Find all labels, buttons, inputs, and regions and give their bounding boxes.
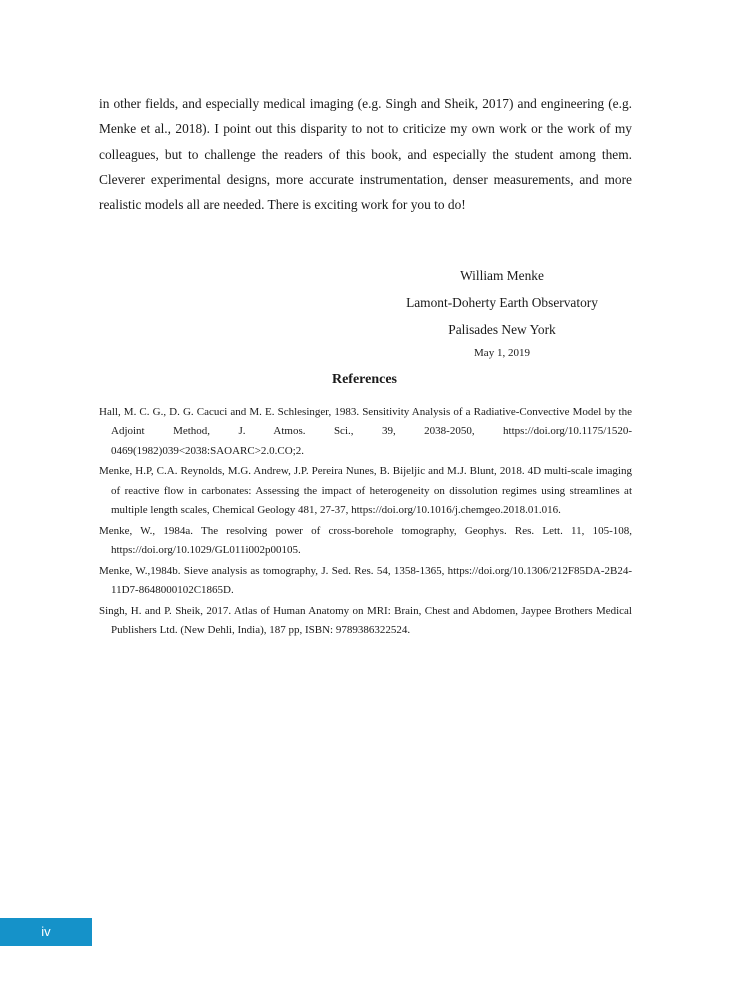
signature-date: May 1, 2019: [474, 347, 530, 359]
reference-item: Singh, H. and P. Sheik, 2017. Atlas of Human Anatomy on MRI: Brain, Chest and Abdomen, Jaypee Brothers Medical Publishers Ltd. (New Dehli, India), 187 pp, ISBN: 9789386322524.: [99, 604, 632, 637]
reference-item: Hall, M. C. G., D. G. Cacuci and M. E. Schlesinger, 1983. Sensitivity Analysis of a Radiative-Convective Model by the Adjoint Method, J. Atmos. Sci., 39, 2038-2050, https://doi.org/10.1175/1520-0469(1982)039<2038:SAOARC>2.0.CO;2.: [99, 406, 632, 457]
author-institution: Lamont-Doherty Earth Observatory: [406, 295, 598, 310]
author-name: William Menke: [460, 268, 544, 283]
reference-item: Menke, W., 1984a. The resolving power of cross-borehole tomography, Geophys. Res. Lett. 11, 105-108, https://doi.org/10.1029/GL011i002p00105.: [99, 524, 632, 557]
signature-block: [364, 262, 640, 362]
page-number-tab: [0, 918, 92, 946]
page-number: iv: [41, 924, 51, 939]
reference-item: Menke, W.,1984b. Sieve analysis as tomography, J. Sed. Res. 54, 1358-1365, https://doi.org/10.1306/212F85DA-2B24-11D7-8648000102C1865D.: [99, 564, 632, 597]
references-heading: References: [331, 372, 398, 387]
references-list: [99, 403, 632, 642]
body-paragraph: in other fields, and especially medical imaging (e.g. Singh and Sheik, 2017) and engineering (e.g. Menke et al., 2018). I point out this disparity to not to criticize my own work or the work of my colleagues, but to challenge the readers of this book, and especially the student among them. Cleverer experimental designs, more accurate instrumentation, denser measurements, and more realistic models all are needed. There is exciting work for you to do!: [99, 96, 632, 213]
author-location: Palisades New York: [448, 322, 556, 337]
reference-item: Menke, H.P, C.A. Reynolds, M.G. Andrew, J.P. Pereira Nunes, B. Bijeljic and M.J. Blunt, 2018. 4D multi-scale imaging of reactive flow in carbonates: Assessing the impact of heterogeneity on dissolution regimes using streamlines at multiple length scales, Chemical Geology 481, 27-37, https://doi.org/10.1016/j.chemgeo.2018.01.016.: [99, 465, 632, 517]
